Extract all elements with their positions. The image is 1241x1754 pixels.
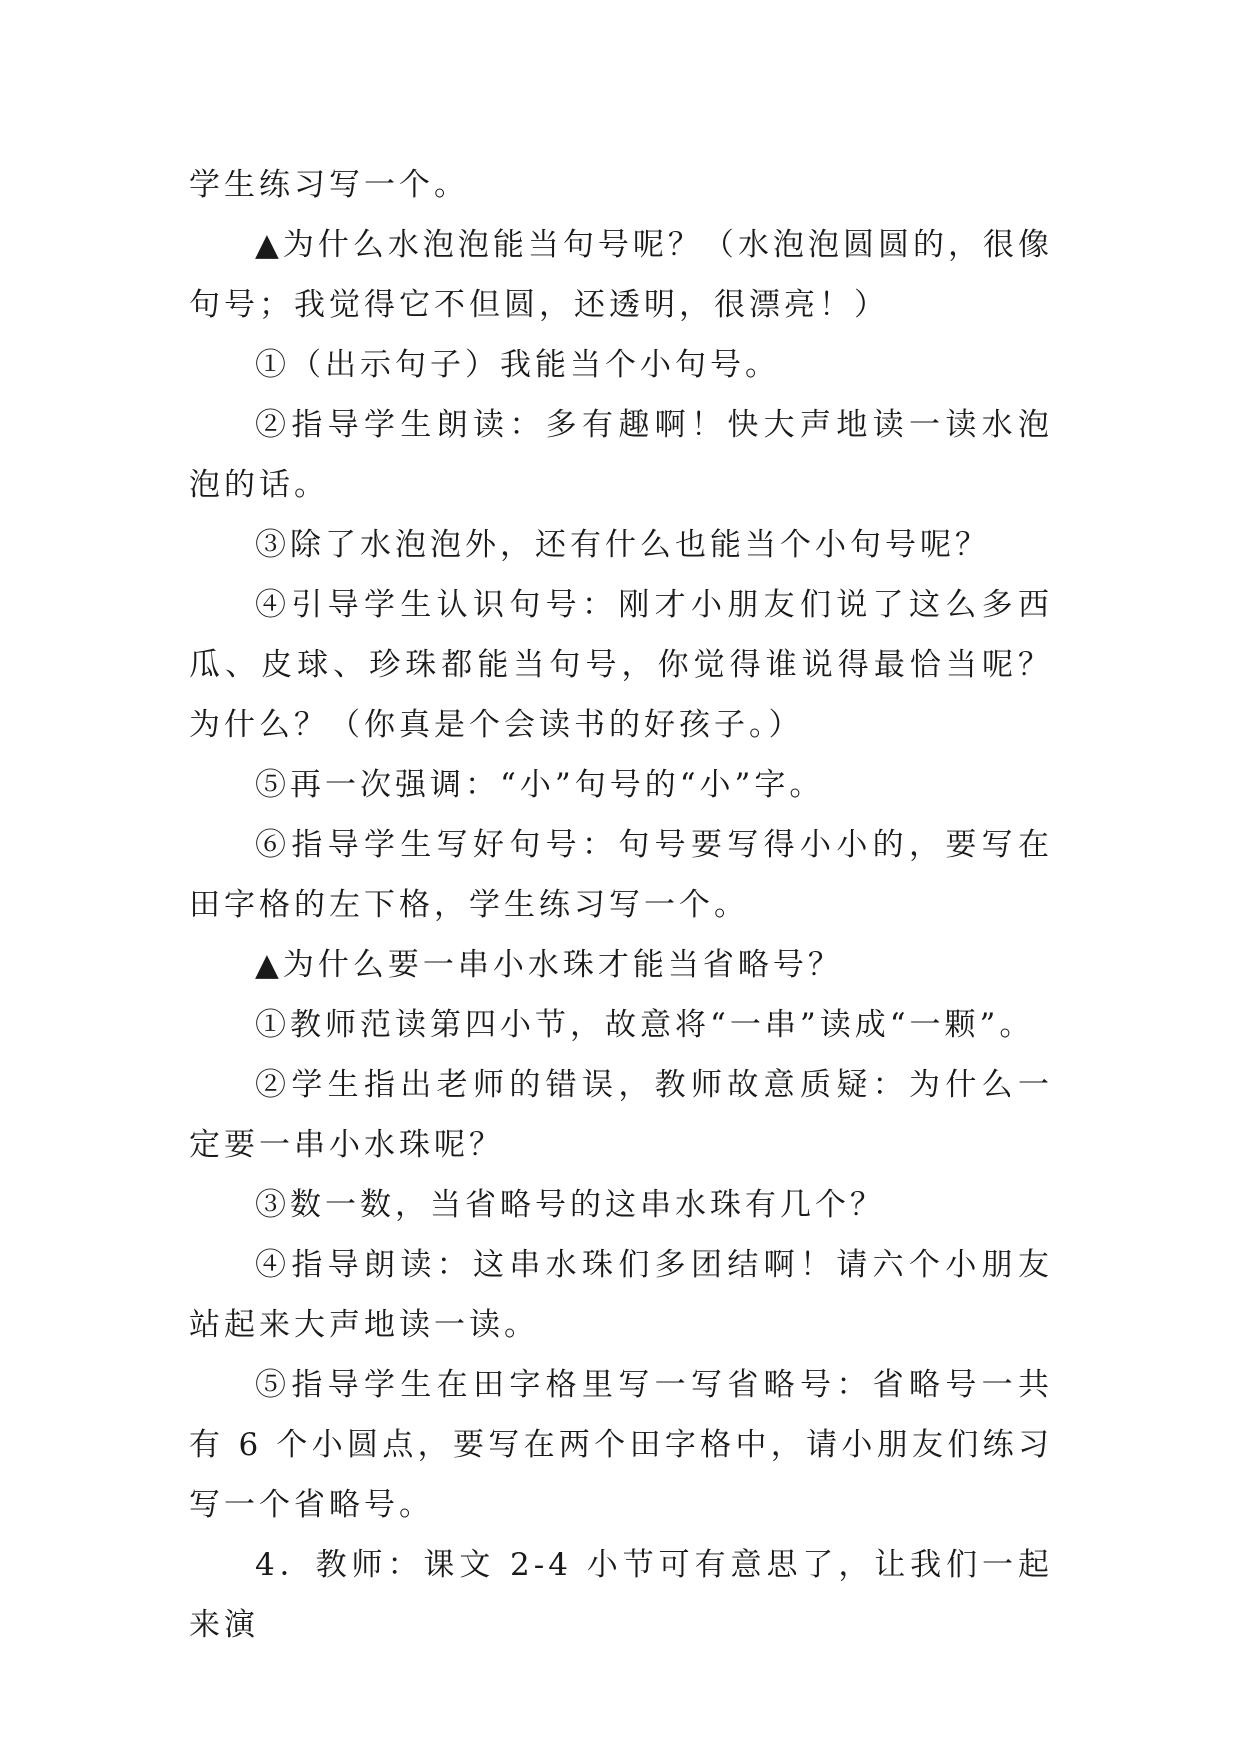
paragraph: 4．教师：课文 2-4 小节可有意思了，让我们一起来演 xyxy=(189,1547,1053,1643)
paragraph: ⑤指导学生在田字格里写一写省略号：省略号一共有 6 个小圆点，要写在两个田字格中，请小朋友们练习写一个省略号。 xyxy=(189,1367,1053,1523)
paragraph: 学生练习写一个。 xyxy=(189,167,469,203)
paragraph: ②学生指出老师的错误，教师故意质疑：为什么一定要一串小水珠呢？ xyxy=(189,1067,1053,1163)
paragraph: ④指导朗读：这串水珠们多团结啊！请六个小朋友站起来大声地读一读。 xyxy=(189,1247,1053,1343)
paragraph: ②指导学生朗读：多有趣啊！快大声地读一读水泡泡的话。 xyxy=(189,407,1053,503)
paragraph: ▲为什么要一串小水珠才能当省略号？ xyxy=(255,947,843,983)
paragraph: ③除了水泡泡外，还有什么也能当个小句号呢？ xyxy=(255,527,990,563)
paragraph: ④引导学生认识句号：刚才小朋友们说了这么多西瓜、皮球、珍珠都能当句号，你觉得谁说得最恰当呢？为什么？（你真是个会读书的好孩子。） xyxy=(189,587,1053,743)
paragraph: ⑤再一次强调：“小”句号的“小”字。 xyxy=(255,767,825,803)
paragraph: ①教师范读第四小节，故意将“一串”读成“一颗”。 xyxy=(255,1007,1035,1043)
document-body xyxy=(189,155,1053,1655)
paragraph: ①（出示句子）我能当个小句号。 xyxy=(255,347,780,383)
paragraph: ⑥指导学生写好句号：句号要写得小小的，要写在田字格的左下格，学生练习写一个。 xyxy=(189,827,1053,923)
paragraph: ③数一数，当省略号的这串水珠有几个？ xyxy=(255,1187,885,1223)
paragraph: ▲为什么水泡泡能当句号呢？（水泡泡圆圆的，很像句号；我觉得它不但圆，还透明，很漂亮！） xyxy=(189,227,1053,323)
